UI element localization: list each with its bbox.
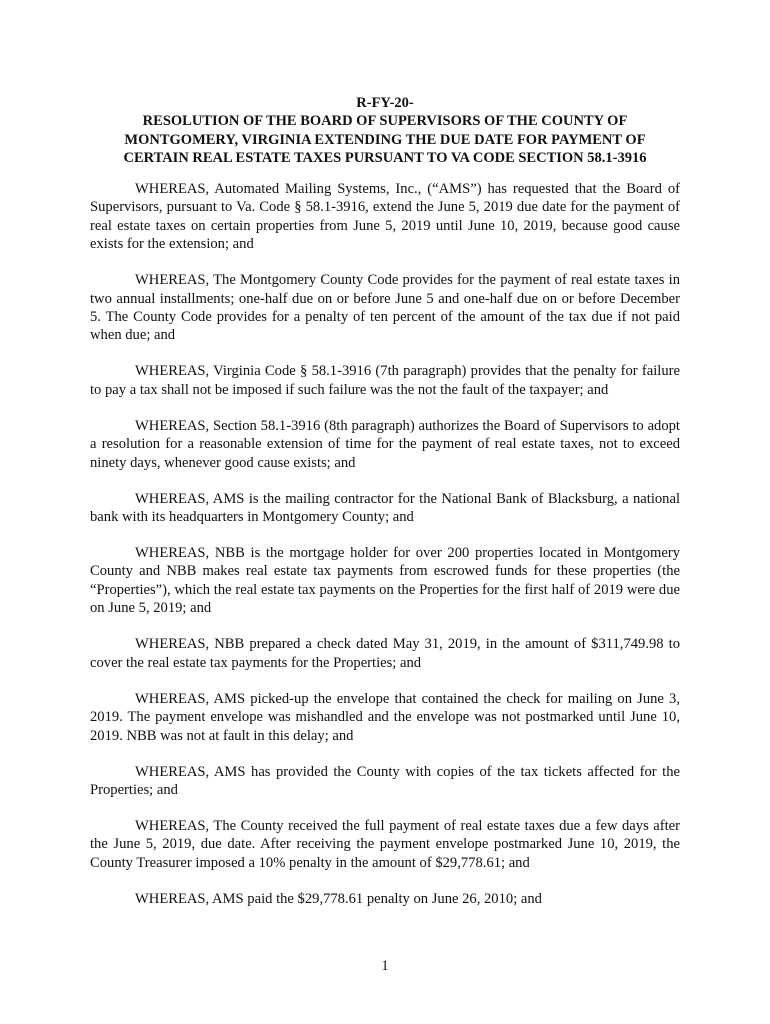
whereas-paragraph-mortgage-holder: WHEREAS, NBB is the mortgage holder for over 200 properties located in Montgomery County and NBB makes real estate tax payments from escrowed funds for these properties (the “Properties”), which the real estate tax payments on the Properties for the first half of 2019 were due on June 5, 2019; and (90, 545, 680, 617)
whereas-paragraph-extension-authority: WHEREAS, Section 58.1-3916 (8th paragraph) authorizes the Board of Supervisors to adopt a resolution for a reasonable extension of time for the payment of real estate taxes, not to exceed ninety days, whenever good cause exists; and (90, 417, 680, 471)
whereas-paragraph-penalty-imposed: WHEREAS, The County received the full payment of real estate taxes due a few days after the June 5, 2019, due date. After receiving the payment envelope postmarked June 10, 2019, the County Treasurer imposed a 10% penalty in the amount of $29,778.61; and (90, 817, 680, 871)
resolution-title-line-1: RESOLUTION OF THE BOARD OF SUPERVISORS OF THE COUNTY OF (142, 113, 628, 130)
whereas-paragraph-county-code: WHEREAS, The Montgomery County Code provides for the payment of real estate taxes in two annual installments; one-half due on or before June 5 and one-half due on or before December 5. The County Code provides for a penalty of ten percent of the amount of the tax due if not paid when due; and (90, 272, 680, 344)
resolution-heading (90, 94, 680, 168)
whereas-paragraph-mailing-contractor: WHEREAS, AMS is the mailing contractor for the National Bank of Blacksburg, a national bank with its headquarters in Montgomery County; and (90, 490, 680, 526)
whereas-paragraph-check: WHEREAS, NBB prepared a check dated May 31, 2019, in the amount of $311,749.98 to cover the real estate tax payments for the Properties; and (90, 636, 680, 671)
whereas-paragraph-ams-request: WHEREAS, Automated Mailing Systems, Inc., (“AMS”) has requested that the Board of Supervisors, pursuant to Va. Code § 58.1-3916, extend the June 5, 2019 due date for the payment of real estate taxes on certain properties from June 5, 2019 until June 10, 2019, because good cause exists for the extension; and (90, 181, 680, 253)
resolution-body (90, 180, 680, 926)
whereas-paragraph-penalty-paid: WHEREAS, AMS paid the $29,778.61 penalty on June 26, 2010; and (135, 890, 542, 907)
whereas-paragraph-tax-tickets: WHEREAS, AMS has provided the County with copies of the tax tickets affected for the Properties; and (90, 763, 680, 798)
resolution-title-line-2: MONTGOMERY, VIRGINIA EXTENDING THE DUE DATE FOR PAYMENT OF (124, 131, 646, 148)
whereas-paragraph-penalty-fault: WHEREAS, Virginia Code § 58.1-3916 (7th paragraph) provides that the penalty for failure to pay a tax shall not be imposed if such failure was the not the fault of the taxpayer; and (90, 363, 680, 398)
resolution-title-line-3: CERTAIN REAL ESTATE TAXES PURSUANT TO VA CODE SECTION 58.1-3916 (123, 150, 647, 167)
resolution-number: R-FY-20- (356, 95, 414, 111)
page-number: 1 (381, 958, 389, 974)
whereas-paragraph-mishandled-envelope: WHEREAS, AMS picked-up the envelope that contained the check for mailing on June 3, 2019. The payment envelope was mishandled and the envelope was not postmarked until June 10, 2019. NBB was not at fault in this delay; and (90, 690, 680, 744)
